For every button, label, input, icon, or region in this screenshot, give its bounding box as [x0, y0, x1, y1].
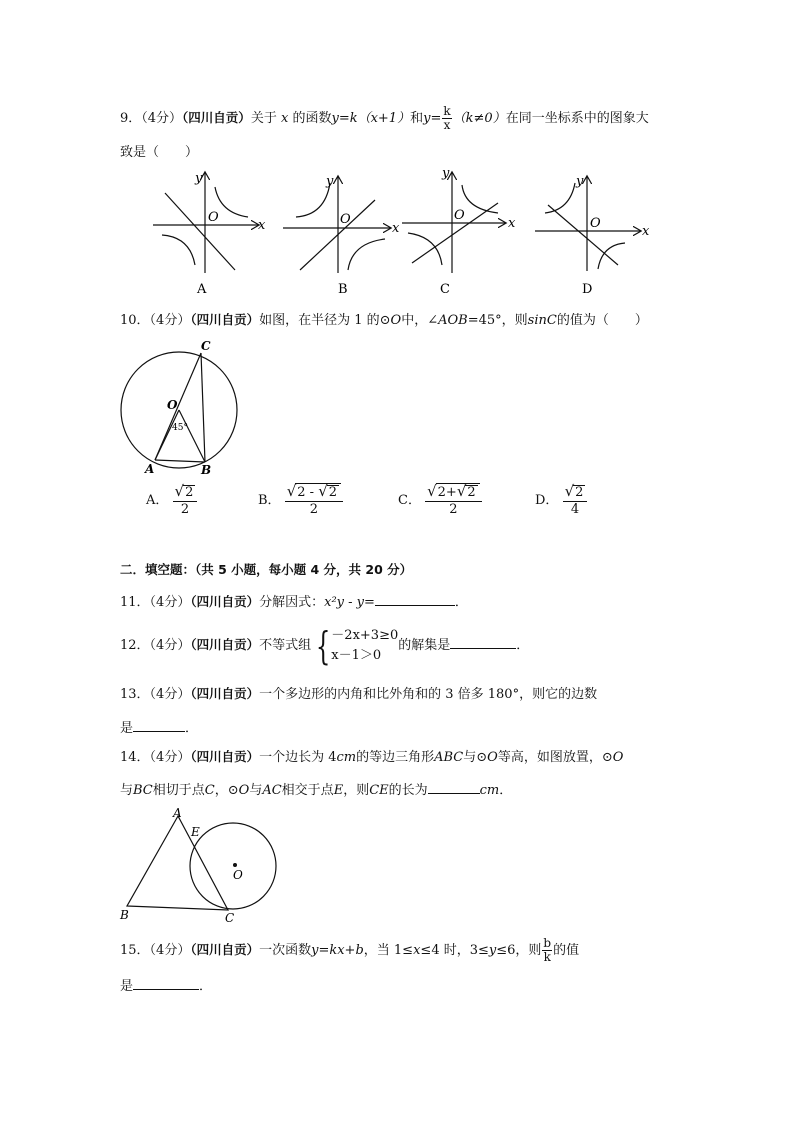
q10-option-c-value: $\frac{√2+√2}{2}$	[425, 483, 482, 518]
q9-number: 9．（4分）	[120, 111, 183, 126]
q14-unit2: cm	[479, 783, 500, 798]
q10-text: 的值为（ ）	[556, 313, 648, 328]
q10-option-d	[535, 483, 587, 518]
q10-option-d-value: $\frac{√2}{4}$	[563, 483, 588, 518]
q14-unit: cm	[336, 750, 357, 765]
q10-lines	[155, 353, 205, 462]
q14-bc: BC	[133, 783, 153, 798]
q10-option-c-label: C．	[398, 493, 421, 508]
q15-text: ≤6，则	[496, 943, 542, 958]
q10-label-a: A	[145, 462, 155, 476]
q14-text: 与	[120, 783, 134, 798]
q10-option-c	[398, 483, 482, 518]
q14-label-b: B	[120, 908, 129, 922]
q9-option-d: D	[582, 282, 593, 297]
q15-function: y=kx+b	[311, 943, 364, 958]
q10-text: =45°，则	[467, 313, 528, 328]
q10-option-b	[258, 483, 343, 518]
q10-circle-o: O	[390, 313, 402, 328]
q15-fraction	[542, 937, 552, 964]
q13-number: 13．（4分）	[120, 687, 191, 702]
q10-b-den: 2	[309, 502, 319, 517]
q10-option-b-label: B．	[258, 493, 281, 508]
q9-a-origin: O	[208, 210, 219, 225]
q10-sinc: sinC	[527, 313, 557, 328]
q12-ineq1: －2x+3≥0	[331, 627, 399, 643]
q9-b-origin: O	[340, 212, 351, 227]
q14-text: 的等边三角形	[356, 750, 435, 765]
q10-option-a-value: $\frac{√2}{2}$	[173, 483, 198, 518]
q13-text: 一个多边形的内角和比外角和的 3 倍多 180°，则它的边数	[259, 687, 598, 702]
q9-c-origin: O	[454, 208, 465, 223]
q9-option-a: A	[197, 282, 207, 297]
q14-point-c: C	[204, 783, 215, 798]
q14-center-dot	[233, 863, 237, 867]
q14-label-e: E	[191, 825, 200, 839]
q9-frac-den: x	[443, 118, 451, 132]
q15-answer-blank[interactable]	[133, 975, 199, 990]
q15-text: ≤4 时，3≤	[420, 943, 489, 958]
q10-b-num: 2 -	[297, 485, 319, 500]
q14-figure	[115, 808, 285, 928]
q10-text: 如图，在半径为 1 的⊙	[259, 313, 391, 328]
q14-source: （四川自贡）	[190, 749, 260, 764]
q9-func1: y=k（x+1）	[331, 111, 411, 126]
q15-text: 的值	[553, 943, 580, 958]
q9-d-x-label: x	[642, 224, 650, 239]
q13-source: （四川自贡）	[190, 686, 260, 701]
q14-text: ，则	[343, 783, 370, 798]
q10-figure	[115, 335, 265, 475]
q10-c-den: 2	[449, 502, 458, 517]
q15-text2: 是	[120, 979, 134, 994]
q14-label-c: C	[225, 911, 235, 925]
q9-figures	[0, 165, 794, 305]
q10-c-num: 2+	[437, 485, 457, 500]
q12-brace: {	[315, 623, 331, 668]
q14-label-o: O	[233, 868, 243, 882]
q12-text: 不等式组	[259, 638, 312, 653]
q9-text: 和	[410, 111, 424, 126]
q9-condition: （k≠0）	[452, 111, 506, 126]
q15-source: （四川自贡）	[190, 942, 260, 957]
q9-line2: 致是（ ）	[120, 145, 199, 160]
q14-point-e: E	[333, 783, 344, 798]
q14-shapes	[127, 816, 276, 910]
q10-label-b: B	[201, 463, 212, 477]
q14-number: 14．（4分）	[120, 750, 191, 765]
q13-text2: 是	[120, 721, 134, 736]
q15-number: 15．（4分）	[120, 943, 191, 958]
q12-text2: 的解集是	[398, 638, 451, 653]
q11-answer-blank[interactable]	[375, 591, 455, 606]
q11-expression: x²y - y=	[324, 595, 375, 610]
q9-option-b: B	[338, 282, 348, 297]
q12-line	[120, 625, 529, 666]
q10-line1	[120, 310, 648, 331]
q13-answer-blank[interactable]	[133, 717, 185, 732]
q10-d-den: 4	[570, 502, 580, 517]
q9-graph-b	[283, 177, 390, 273]
q11-end: ．	[454, 595, 468, 610]
q14-label-a: A	[173, 806, 182, 820]
q10-b-num2: 2	[328, 485, 338, 500]
q12-number: 12．（4分）	[120, 638, 191, 653]
q14-line1	[120, 747, 623, 768]
q12-system	[331, 626, 398, 666]
q14-ac: AC	[262, 783, 282, 798]
q15-line2	[120, 975, 212, 997]
q10-option-a	[146, 483, 197, 518]
q9-option-c: C	[440, 282, 450, 297]
q14-circle-o: O	[487, 750, 498, 765]
q9-b-x-label: x	[392, 221, 400, 236]
q10-text: 中，∠	[401, 313, 439, 328]
q9-line1	[120, 105, 649, 132]
q9-c-x-label: x	[508, 216, 516, 231]
q10-option-b-value: $\frac{√2 - √2}{2}$	[285, 483, 343, 518]
q9-func2-lhs: y=	[423, 111, 442, 126]
q9-var-x: x	[280, 111, 289, 126]
q9-text: 的函数	[292, 111, 332, 126]
q14-text: 与⊙	[463, 750, 488, 765]
q15-end: ．	[199, 979, 213, 994]
q10-option-d-label: D．	[535, 493, 559, 508]
q13-end: ．	[185, 721, 199, 736]
q14-answer-blank[interactable]	[428, 779, 480, 794]
q9-b-y-label: y	[326, 174, 334, 189]
q10-label-o: O	[167, 398, 178, 412]
q10-option-a-label: A．	[146, 493, 169, 508]
q14-end: ．	[499, 783, 513, 798]
q14-text: 相交于点	[281, 783, 334, 798]
q15-frac-num: b	[543, 936, 552, 950]
q14-text: ，⊙	[214, 783, 239, 798]
q14-text: 一个边长为 4	[259, 750, 337, 765]
q15-frac-den: k	[543, 950, 551, 964]
q9-graph-d	[535, 177, 640, 271]
q15-text: ，当 1≤	[363, 943, 414, 958]
section-fill-in-title: 二．填空题：（共 5 小题，每小题 4 分，共 20 分）	[120, 562, 413, 577]
q15-var-y: y	[488, 943, 497, 958]
q11-line	[120, 591, 468, 613]
q14-ce: CE	[369, 783, 389, 798]
q9-frac-num: k	[443, 104, 451, 118]
q9-graph-a	[153, 173, 258, 273]
q12-source: （四川自贡）	[190, 637, 260, 652]
q14-line2	[120, 779, 512, 801]
q14-triangle: ABC	[434, 750, 464, 765]
q14-text: 的长为	[388, 783, 428, 798]
q10-d-num: 2	[575, 485, 584, 500]
q9-text: 关于	[250, 111, 277, 126]
q14-text: 与	[249, 783, 263, 798]
q9-c-y-label: y	[442, 166, 450, 181]
q13-line2	[120, 717, 198, 739]
q9-graph-c	[402, 173, 505, 273]
q14-text: 相切于点	[152, 783, 205, 798]
q9-a-y-label: y	[195, 171, 203, 186]
q12-end: ．	[516, 638, 530, 653]
q9-fraction	[442, 105, 451, 132]
q14-circle-o3: O	[238, 783, 250, 798]
q10-a-den: 2	[180, 502, 190, 517]
q14-circle-o2: O	[612, 750, 624, 765]
q10-label-c: C	[201, 339, 211, 353]
q9-text: 在同一坐标系中的图象大	[505, 111, 649, 126]
q10-label-45: 45°	[172, 423, 188, 433]
q10-a-num: 2	[185, 485, 194, 500]
q9-source: （四川自贡）	[182, 110, 251, 125]
q12-answer-blank[interactable]	[450, 634, 516, 649]
q9-d-y-label: y	[576, 174, 584, 189]
q11-number: 11．（4分）	[120, 595, 191, 610]
q14-text: 等高，如图放置，⊙	[497, 750, 613, 765]
q15-text: 一次函数	[259, 943, 312, 958]
q9-d-origin: O	[590, 216, 601, 231]
q15-line1	[120, 937, 579, 964]
q15-var-x: x	[413, 943, 421, 958]
q11-text: 分解因式：	[259, 595, 325, 610]
q10-c-num2: 2	[467, 485, 476, 500]
q13-line1	[120, 684, 597, 705]
q11-source: （四川自贡）	[190, 594, 260, 609]
q10-angle-aob: AOB	[438, 313, 468, 328]
q9-a-x-label: x	[258, 218, 266, 233]
q10-source: （四川自贡）	[190, 312, 260, 327]
q12-ineq2: x－1＞0	[331, 647, 382, 663]
q10-number: 10．（4分）	[120, 313, 191, 328]
